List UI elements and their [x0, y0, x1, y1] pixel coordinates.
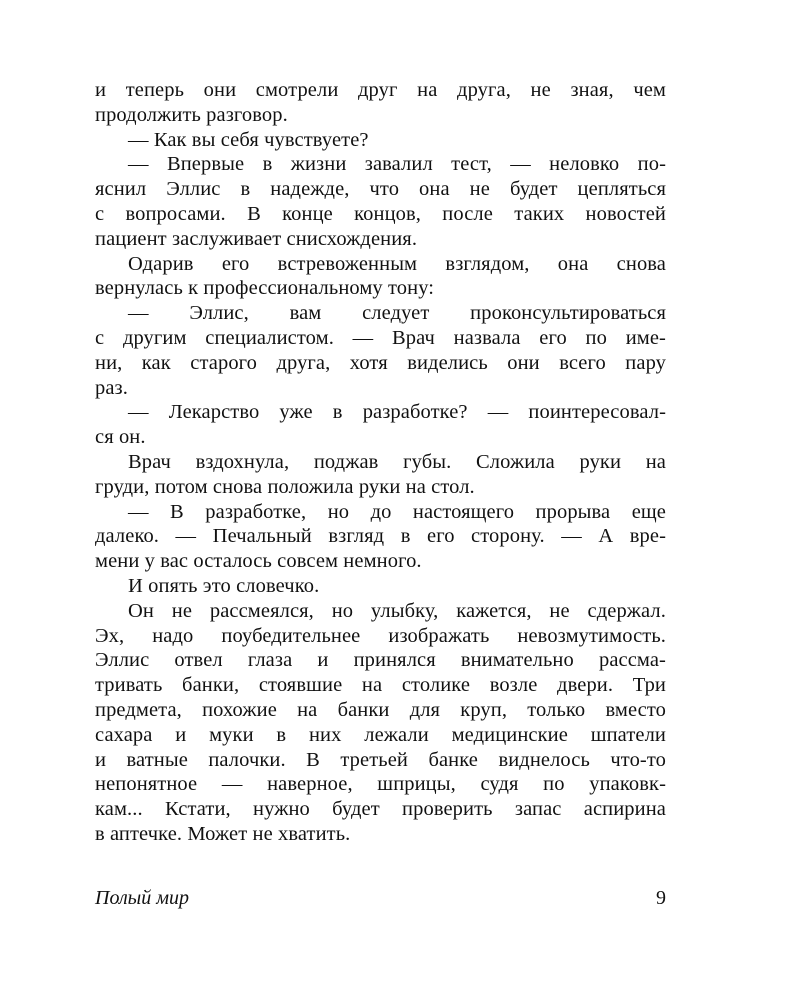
text-line: далеко. — Печальный взгляд в его сторону. — А вре- [95, 525, 666, 548]
text-line: продолжить разговор. [95, 103, 288, 126]
text-line: мени у вас осталось совсем немного. [95, 550, 422, 573]
text-line: и ватные палочки. В третьей банке виднелось что-то [95, 748, 666, 771]
page-number: 9 [656, 887, 666, 909]
text-line: Врач вздохнула, поджав губы. Сложила руки на [128, 450, 666, 473]
text-line: в аптечке. Может не хватить. [95, 822, 351, 845]
text-line: пациент заслуживает снисхождения. [95, 227, 418, 250]
text-line: — Лекарство уже в разработке? — поинтересовал- [128, 401, 666, 424]
text-line: предмета, похожие на банки для круп, только вместо [95, 698, 666, 721]
text-line: ни, как старого друга, хотя виделись они всего пару [95, 351, 666, 374]
text-line: с другим специалистом. — Врач назвала его по име- [95, 326, 666, 349]
text-line: непонятное — наверное, шприцы, судя по упаковк- [95, 773, 666, 796]
text-line: И опять это словечко. [128, 574, 320, 597]
text-line: — Эллис, вам следует проконсультироваться [128, 302, 666, 325]
text-line: вернулась к профессиональному тону: [95, 277, 435, 300]
running-title: Полый мир [95, 887, 189, 909]
text-line: Эллис отвел глаза и принялся внимательно рассма- [95, 649, 666, 672]
text-line: Он не рассмеялся, но улыбку, кажется, не сдержал. [128, 599, 666, 622]
text-line: и теперь они смотрели друг на друга, не зная, чем [95, 79, 666, 101]
text-line: Одарив его встревоженным взглядом, она снова [128, 252, 666, 275]
text-line: ся он. [95, 426, 146, 449]
text-line: с вопросами. В конце концов, после таких новостей [95, 202, 666, 225]
text-line: сахара и муки в них лежали медицинские шпатели [95, 723, 666, 746]
text-line: яснил Эллис в надежде, что она не будет цепляться [95, 178, 666, 201]
text-line: Эх, надо поубедительнее изображать невозмутимость. [95, 624, 666, 647]
text-line: кам... Кстати, нужно будет проверить запас аспирина [95, 798, 666, 821]
book-page [95, 78, 666, 918]
text-line: — В разработке, но до настоящего прорыва еще [128, 500, 666, 523]
text-line: тривать банки, стоявшие на столике возле двери. Три [95, 674, 666, 697]
body-text [95, 78, 666, 847]
text-line: — Впервые в жизни завалил тест, — неловко по- [128, 153, 666, 176]
text-line: груди, потом снова положила руки на стол. [95, 475, 475, 498]
text-line: — Как вы себя чувствуете? [128, 128, 369, 151]
text-line: раз. [95, 376, 128, 399]
